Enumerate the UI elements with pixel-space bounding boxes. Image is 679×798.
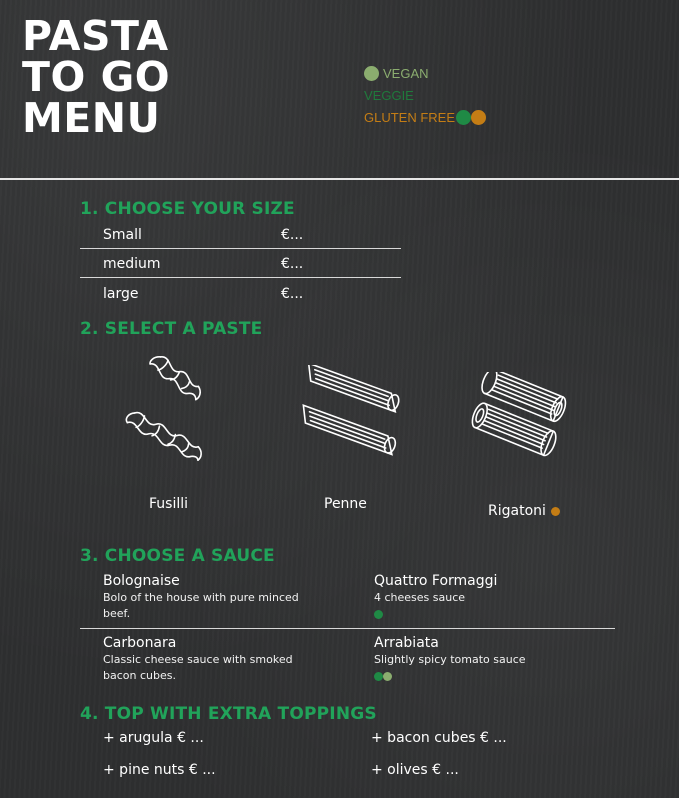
sauce-name: Carbonara [103,635,177,651]
sauce-divider [80,628,615,629]
title-line: PASTA [22,12,169,60]
sauce-arrabiata [374,634,604,681]
topping-item: + pine nuts € ... [103,762,216,778]
title-line: MENU [22,94,161,142]
size-row-small [80,220,401,249]
legend-item-veggie [364,84,486,106]
legend-item-vegan [364,62,486,84]
sauce-tags [374,672,604,681]
veggie-dot-icon [374,672,383,681]
gluten-free-dot-icon [471,110,486,125]
pasta-label-penne: Penne [324,496,367,512]
diet-legend [364,62,486,128]
size-name: medium [103,255,161,272]
sauce-name: Bolognaise [103,573,180,589]
sauce-bolognaise [103,572,333,622]
size-name: Small [103,226,142,243]
legend-label: VEGAN [383,65,429,81]
header-divider [0,178,679,180]
pasta-item-rigatoni [488,503,560,519]
sauce-tags [374,610,604,619]
size-row-large [80,279,401,308]
gluten-free-dot-icon [551,507,560,516]
topping-item: + bacon cubes € ... [371,730,507,746]
pasta-label-fusilli: Fusilli [149,496,189,512]
paste-section-title: 2. SELECT A PASTE [80,319,263,339]
sauce-section-title: 3. CHOOSE A SAUCE [80,546,275,566]
sauce-desc: Slightly spicy tomato sauce [374,653,526,666]
sauce-desc: bacon cubes. [103,669,176,682]
size-section-title: 1. CHOOSE YOUR SIZE [80,199,295,219]
size-row-medium [80,249,401,278]
topping-item: + arugula € ... [103,730,204,746]
sauce-desc: Classic cheese sauce with smoked [103,653,293,666]
veggie-dot-icon [374,610,383,619]
topping-item: + olives € ... [371,762,459,778]
sauce-carbonara [103,634,333,684]
vegan-dot-icon [383,672,392,681]
sauce-desc: Bolo of the house with pure minced [103,591,299,604]
legend-item-gluten-free [364,106,486,128]
veggie-dot-icon [456,110,471,125]
title-line: TO GO [22,53,171,101]
size-price: €... [281,255,304,272]
sauce-quattro-formaggi [374,572,604,619]
size-price: €... [281,285,304,302]
size-price: €... [281,226,304,243]
size-name: large [103,285,139,302]
legend-label: VEGGIE [364,87,414,103]
fusilli-icon [115,352,215,467]
size-divider [80,277,401,278]
menu-title [22,12,171,142]
sauce-name: Arrabiata [374,635,439,651]
pasta-label-rigatoni: Rigatoni [488,503,546,519]
vegan-dot-icon [364,66,379,81]
rigatoni-icon [468,372,583,464]
sauce-name: Quattro Formaggi [374,573,498,589]
legend-label: GLUTEN FREE [364,109,456,125]
sauce-desc: beef. [103,607,131,620]
toppings-section-title: 4. TOP WITH EXTRA TOPPINGS [80,704,377,724]
sauce-desc: 4 cheeses sauce [374,591,466,604]
penne-icon [290,365,410,460]
